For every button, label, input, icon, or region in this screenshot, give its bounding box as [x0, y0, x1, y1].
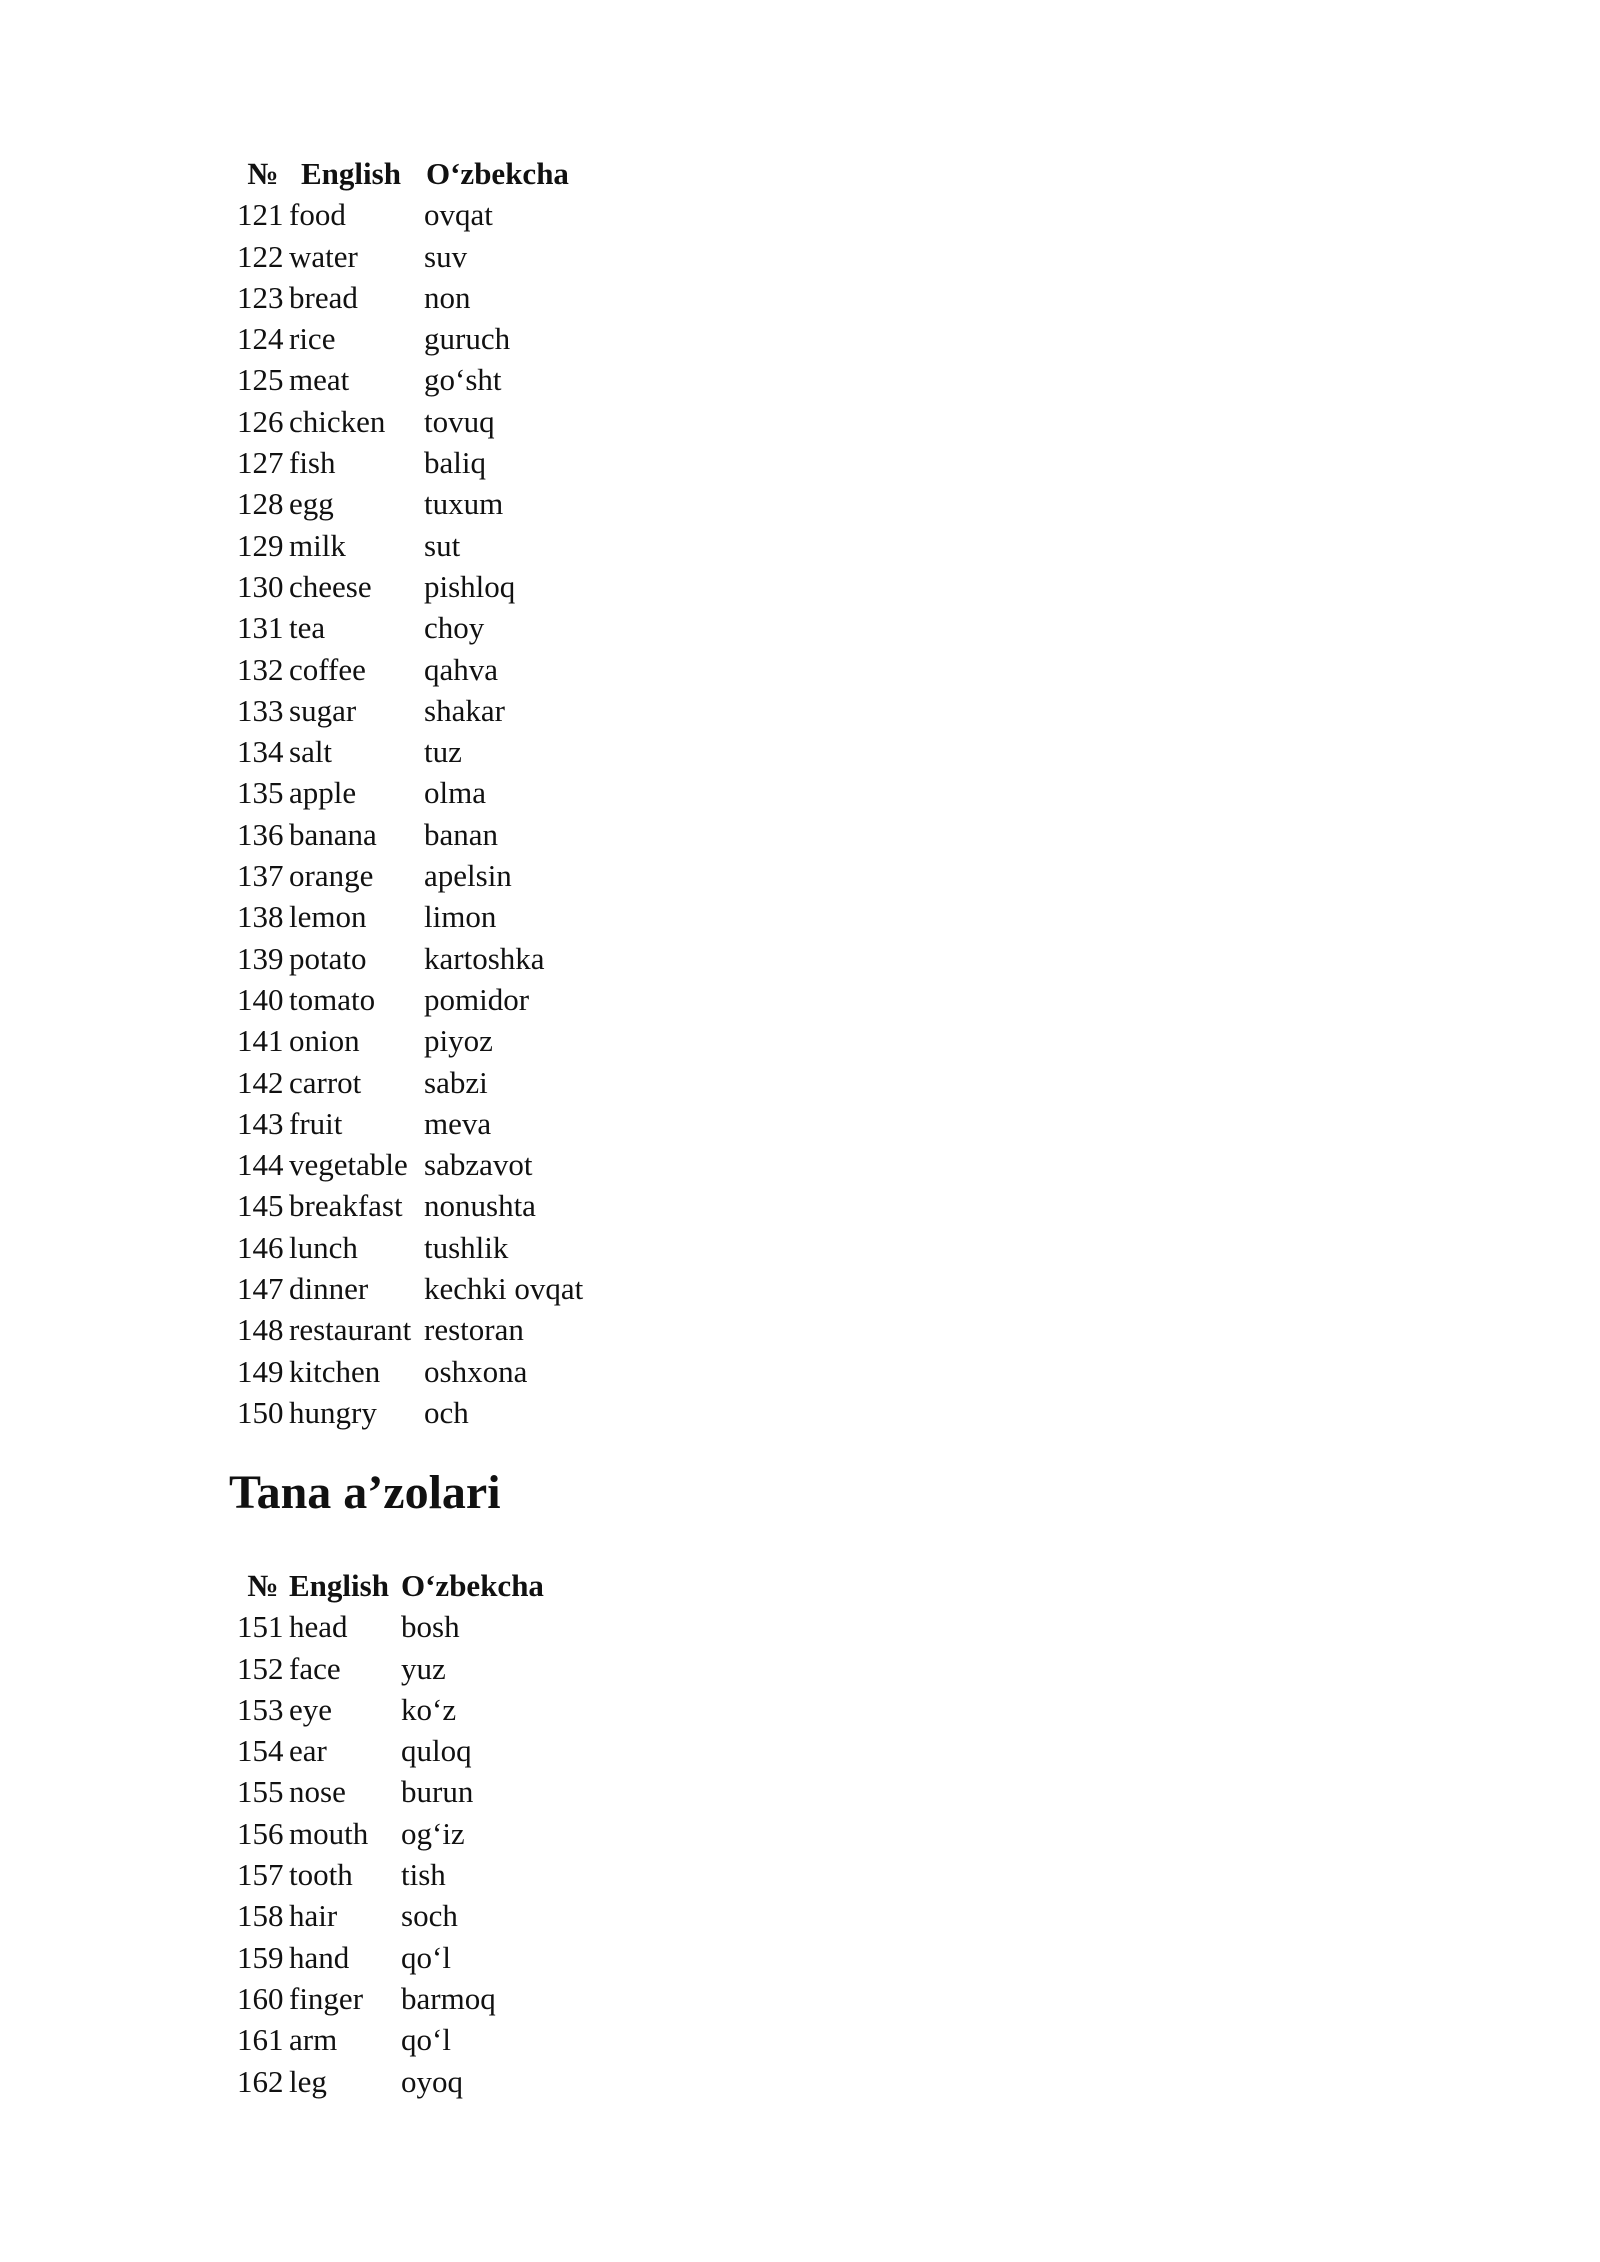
row-number: 149 [237, 1353, 284, 1389]
row-number: 141 [237, 1023, 284, 1059]
row-number: 146 [237, 1229, 284, 1265]
uzbek-word: soch [401, 1898, 458, 1934]
english-word: sugar [289, 692, 357, 728]
english-word: mouth [289, 1815, 369, 1851]
table-row [237, 1268, 624, 1309]
table-row [237, 359, 624, 400]
table-header-row [237, 1565, 601, 1606]
uzbek-word: tushlik [424, 1229, 509, 1265]
row-number: 142 [237, 1064, 284, 1100]
english-word: bread [289, 279, 358, 315]
english-word: tea [289, 610, 326, 646]
english-word: tooth [289, 1857, 353, 1893]
english-word: finger [289, 1980, 364, 2016]
row-number: 137 [237, 858, 284, 894]
row-number: 121 [237, 197, 284, 233]
row-number: 157 [237, 1857, 284, 1893]
row-number: 143 [237, 1105, 284, 1141]
english-word: face [289, 1650, 341, 1686]
row-number: 156 [237, 1815, 284, 1851]
english-word: head [289, 1609, 348, 1645]
row-number: 133 [237, 692, 284, 728]
uzbek-word: burun [401, 1774, 474, 1810]
uzbek-word: sabzi [424, 1064, 488, 1100]
uzbek-word: limon [424, 899, 497, 935]
table-row [237, 2019, 601, 2060]
uzbek-word: ko‘z [401, 1691, 457, 1727]
table-row [237, 772, 624, 813]
row-number: 131 [237, 610, 284, 646]
english-word: hand [289, 1939, 350, 1975]
uzbek-word: non [424, 279, 471, 315]
english-word: apple [289, 775, 357, 811]
uzbek-word: go‘sht [424, 362, 502, 398]
english-word: fish [289, 445, 336, 481]
row-number: 129 [237, 527, 284, 563]
english-word: salt [289, 734, 333, 770]
header-english: English [289, 1568, 389, 1603]
english-word: vegetable [289, 1147, 408, 1183]
table-row [237, 1144, 624, 1185]
english-word: arm [289, 2022, 338, 2058]
english-word: meat [289, 362, 350, 398]
english-word: kitchen [289, 1353, 381, 1389]
row-number: 140 [237, 981, 284, 1017]
table-row [237, 1689, 601, 1730]
uzbek-word: piyoz [424, 1023, 493, 1059]
row-number: 148 [237, 1312, 284, 1348]
uzbek-word: shakar [424, 692, 505, 728]
table-row [237, 1854, 601, 1895]
uzbek-word: qo‘l [401, 1939, 451, 1975]
row-number: 152 [237, 1650, 284, 1686]
row-number: 130 [237, 568, 284, 604]
uzbek-word: suv [424, 238, 468, 274]
row-number: 162 [237, 2063, 284, 2099]
row-number: 160 [237, 1980, 284, 2016]
uzbek-word: bosh [401, 1609, 460, 1645]
english-word: dinner [289, 1271, 369, 1307]
uzbek-word: oyoq [401, 2063, 463, 2099]
english-word: restaurant [289, 1312, 412, 1348]
english-word: onion [289, 1023, 360, 1059]
row-number: 138 [237, 899, 284, 935]
row-number: 124 [237, 321, 284, 357]
english-word: breakfast [289, 1188, 403, 1224]
uzbek-word: nonushta [424, 1188, 536, 1224]
english-word: lunch [289, 1229, 358, 1265]
table-row [237, 1392, 624, 1433]
table-row [237, 1062, 624, 1103]
uzbek-word: sabzavot [424, 1147, 533, 1183]
english-word: water [289, 238, 358, 274]
uzbek-word: restoran [424, 1312, 524, 1348]
row-number: 136 [237, 816, 284, 852]
table-row [237, 1227, 624, 1268]
row-number: 139 [237, 940, 284, 976]
table-row [237, 1771, 601, 1812]
table-row [237, 1103, 624, 1144]
header-number: № [247, 156, 279, 191]
english-word: lemon [289, 899, 367, 935]
row-number: 128 [237, 486, 284, 522]
table-row [237, 1937, 601, 1978]
row-number: 126 [237, 403, 284, 439]
row-number: 132 [237, 651, 284, 687]
row-number: 153 [237, 1691, 284, 1727]
header-uzbek: O‘zbekcha [401, 1568, 544, 1603]
english-word: tomato [289, 981, 376, 1017]
row-number: 127 [237, 445, 284, 481]
body-parts-vocabulary-table [237, 1565, 601, 2102]
uzbek-word: qahva [424, 651, 499, 687]
table-row [237, 607, 624, 648]
table-row [237, 236, 624, 277]
row-number: 122 [237, 238, 284, 274]
table-row [237, 483, 624, 524]
row-number: 161 [237, 2022, 284, 2058]
table-row [237, 731, 624, 772]
english-word: orange [289, 858, 374, 894]
table-row [237, 525, 624, 566]
row-number: 135 [237, 775, 284, 811]
english-word: egg [289, 486, 334, 522]
table-row [237, 814, 624, 855]
header-uzbek: O‘zbekcha [426, 156, 569, 191]
uzbek-word: baliq [424, 445, 486, 481]
header-english: English [301, 156, 401, 191]
uzbek-word: pomidor [424, 981, 530, 1017]
english-word: nose [289, 1774, 346, 1810]
header-number: № [247, 1568, 279, 1603]
english-word: potato [289, 940, 367, 976]
table-row [237, 1978, 601, 2019]
table-row [237, 318, 624, 359]
english-word: fruit [289, 1105, 343, 1141]
table-row [237, 1730, 601, 1771]
uzbek-word: kechki ovqat [424, 1271, 584, 1307]
table-row [237, 1020, 624, 1061]
uzbek-word: tuxum [424, 486, 504, 522]
row-number: 144 [237, 1147, 284, 1183]
row-number: 154 [237, 1733, 284, 1769]
uzbek-word: qo‘l [401, 2022, 451, 2058]
row-number: 151 [237, 1609, 284, 1645]
table-row [237, 979, 624, 1020]
food-table-body [237, 194, 624, 1433]
english-word: food [289, 197, 346, 233]
table-row [237, 277, 624, 318]
row-number: 150 [237, 1394, 284, 1430]
table-row [237, 1648, 601, 1689]
uzbek-word: quloq [401, 1733, 472, 1769]
english-word: banana [289, 816, 377, 852]
row-number: 147 [237, 1271, 284, 1307]
uzbek-word: choy [424, 610, 485, 646]
uzbek-word: pishloq [424, 568, 516, 604]
table-row [237, 442, 624, 483]
table-row [237, 1185, 624, 1226]
body-parts-table-body [237, 1606, 601, 2102]
table-row [237, 649, 624, 690]
row-number: 155 [237, 1774, 284, 1810]
table-row [237, 1895, 601, 1936]
food-vocabulary-table [237, 153, 624, 1433]
uzbek-word: apelsin [424, 858, 512, 894]
table-header-row [237, 153, 624, 194]
english-word: milk [289, 527, 346, 563]
table-row [237, 896, 624, 937]
table-row [237, 1813, 601, 1854]
uzbek-word: ovqat [424, 197, 493, 233]
uzbek-word: olma [424, 775, 486, 811]
english-word: leg [289, 2063, 327, 2099]
table-row [237, 690, 624, 731]
row-number: 145 [237, 1188, 284, 1224]
english-word: hair [289, 1898, 338, 1934]
row-number: 134 [237, 734, 284, 770]
table-row [237, 1606, 601, 1647]
section-title-body-parts: Tana a’zolari [229, 1466, 501, 1519]
uzbek-word: tovuq [424, 403, 495, 439]
uzbek-word: oshxona [424, 1353, 528, 1389]
table-row [237, 855, 624, 896]
uzbek-word: kartoshka [424, 940, 545, 976]
english-word: cheese [289, 568, 372, 604]
table-row [237, 194, 624, 235]
row-number: 158 [237, 1898, 284, 1934]
uzbek-word: og‘iz [401, 1815, 465, 1851]
english-word: carrot [289, 1064, 362, 1100]
uzbek-word: banan [424, 816, 499, 852]
uzbek-word: yuz [401, 1650, 446, 1686]
uzbek-word: sut [424, 527, 461, 563]
table-row [237, 1351, 624, 1392]
english-word: chicken [289, 403, 386, 439]
uzbek-word: tuz [424, 734, 462, 770]
table-row [237, 2061, 601, 2102]
row-number: 125 [237, 362, 284, 398]
english-word: coffee [289, 651, 366, 687]
uzbek-word: guruch [424, 321, 511, 357]
row-number: 123 [237, 279, 284, 315]
uzbek-word: tish [401, 1857, 446, 1893]
row-number: 159 [237, 1939, 284, 1975]
english-word: rice [289, 321, 336, 357]
uzbek-word: meva [424, 1105, 492, 1141]
table-row [237, 566, 624, 607]
english-word: ear [289, 1733, 327, 1769]
uzbek-word: och [424, 1394, 469, 1430]
uzbek-word: barmoq [401, 1980, 496, 2016]
table-row [237, 401, 624, 442]
table-row [237, 1309, 624, 1350]
english-word: eye [289, 1691, 333, 1727]
table-row [237, 938, 624, 979]
english-word: hungry [289, 1394, 377, 1430]
